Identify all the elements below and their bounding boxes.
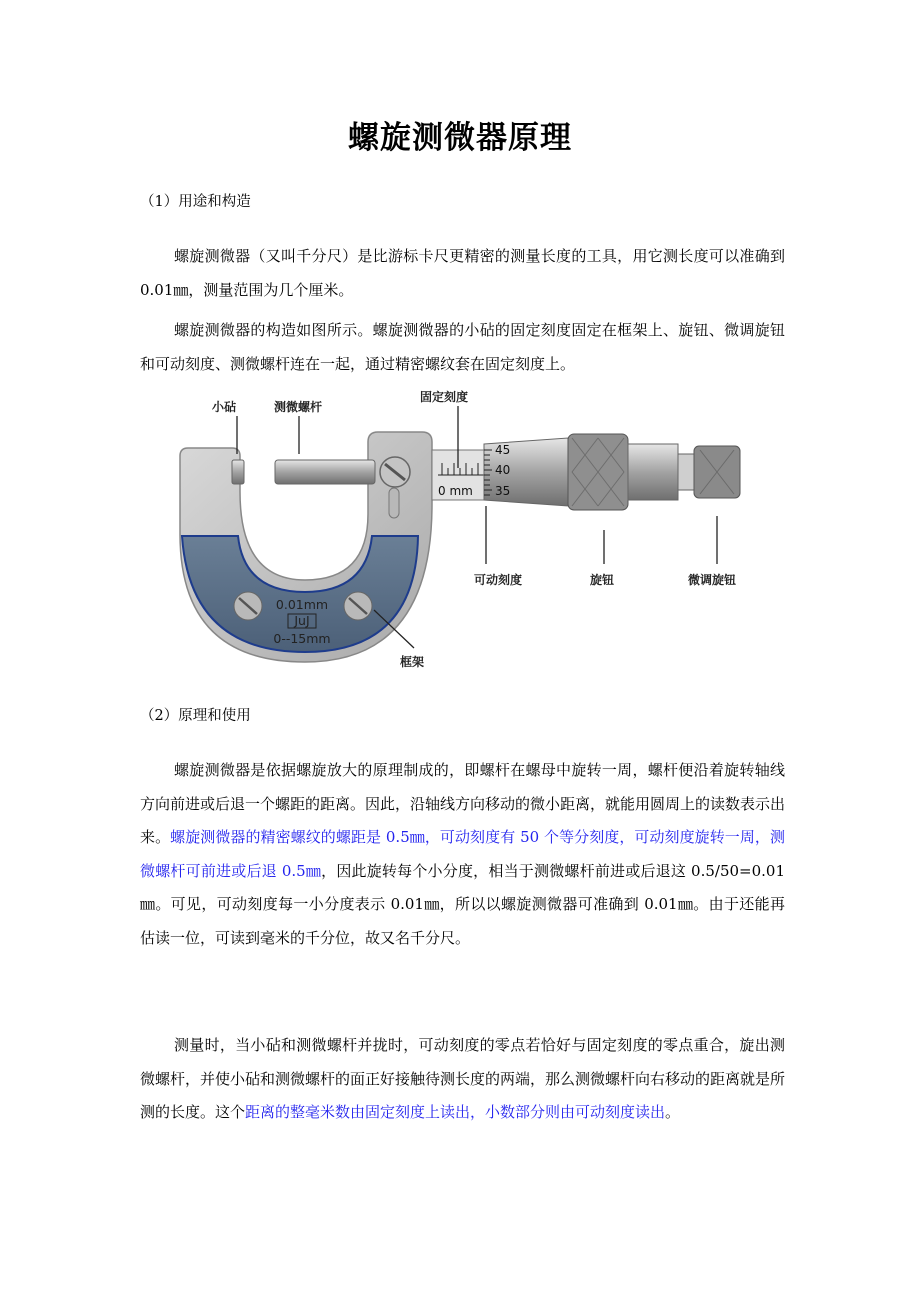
spindle: [275, 460, 375, 484]
label-anvil: 小砧: [212, 400, 237, 414]
usage-text-a: 测量时，当小砧和测微螺杆并拢时，可动刻度的零点若恰好与固定刻度的零点重合，旋出测微螺杆，并使小砧和测微螺杆的面正好接触待测长度的两端，那么测微螺杆向右移动的距离就是所测的长度。这个: [140, 1036, 786, 1121]
paragraph-principle: [140, 754, 785, 955]
principle-text-b: ，因此旋转每个小分度，相当于测微螺杆前进或后退这 0.5/50=0.01㎜。可见，可动刻度每一小分度表示 0.01㎜，所以以螺旋测微器可准确到 0.01㎜。由于还能再估读一位，可读到毫米的千分位，故又名千分尺。: [140, 861, 786, 947]
thimble-number-35: 35: [495, 484, 511, 498]
label-ratchet: 微调旋钮: [688, 573, 737, 587]
label-sleeve-scale: 固定刻度: [420, 390, 469, 404]
frame-precision-text: 0.01mm: [275, 597, 329, 612]
usage-highlight: 距离的整毫米数由固定刻度上读出，小数部分则由可动刻度读出: [245, 1103, 666, 1121]
frame-brand-text: JuJ: [294, 613, 310, 628]
label-knob: 旋钮: [590, 573, 615, 587]
sleeve-zero-label: 0 mm: [438, 484, 473, 498]
section-heading-principle: （2）原理和使用: [140, 708, 251, 724]
section-heading-usage: （1）用途和构造: [140, 194, 251, 210]
label-thimble-scale: 可动刻度: [474, 573, 523, 587]
thimble-number-45: 45: [495, 443, 511, 457]
micrometer-diagram: [160, 384, 760, 676]
label-spindle: 测微螺杆: [274, 400, 323, 414]
thimble-number-40: 40: [495, 463, 511, 477]
principle-text-a: 螺旋测微器是依据螺旋放大的原理制成的，即螺杆在螺母中旋转一周，螺杆便沿着旋转轴线方向前进或后退一个螺距的距离。因此，沿轴线方向移动的微小距离，就能用圆周上的读数表示出来。: [140, 761, 786, 846]
paragraph-intro: 螺旋测微器（又叫千分尺）是比游标卡尺更精密的测量长度的工具，用它测长度可以准确到 0.01㎜，测量范围为几个厘米。: [140, 247, 785, 299]
anvil: [232, 460, 244, 484]
page-title: 螺旋测微器原理: [348, 120, 572, 156]
principle-highlight: 螺旋测微器的精密螺纹的螺距是 0.5㎜，可动刻度有 50 个等分刻度，可动刻度旋转一周，测微螺杆可前进或后退 0.5㎜: [140, 828, 785, 880]
usage-text-b: 。: [665, 1103, 681, 1121]
micrometer-illustration: [160, 384, 760, 676]
label-frame: 框架: [400, 655, 425, 669]
paragraph-structure: 螺旋测微器的构造如图所示。螺旋测微器的小砧的固定刻度固定在框架上、旋钮、微调旋钮和可动刻度、测微螺杆连在一起，通过精密螺纹套在固定刻度上。: [140, 321, 785, 373]
frame-range-text: 0--15mm: [273, 631, 331, 646]
paragraph-usage: [140, 1029, 785, 1130]
